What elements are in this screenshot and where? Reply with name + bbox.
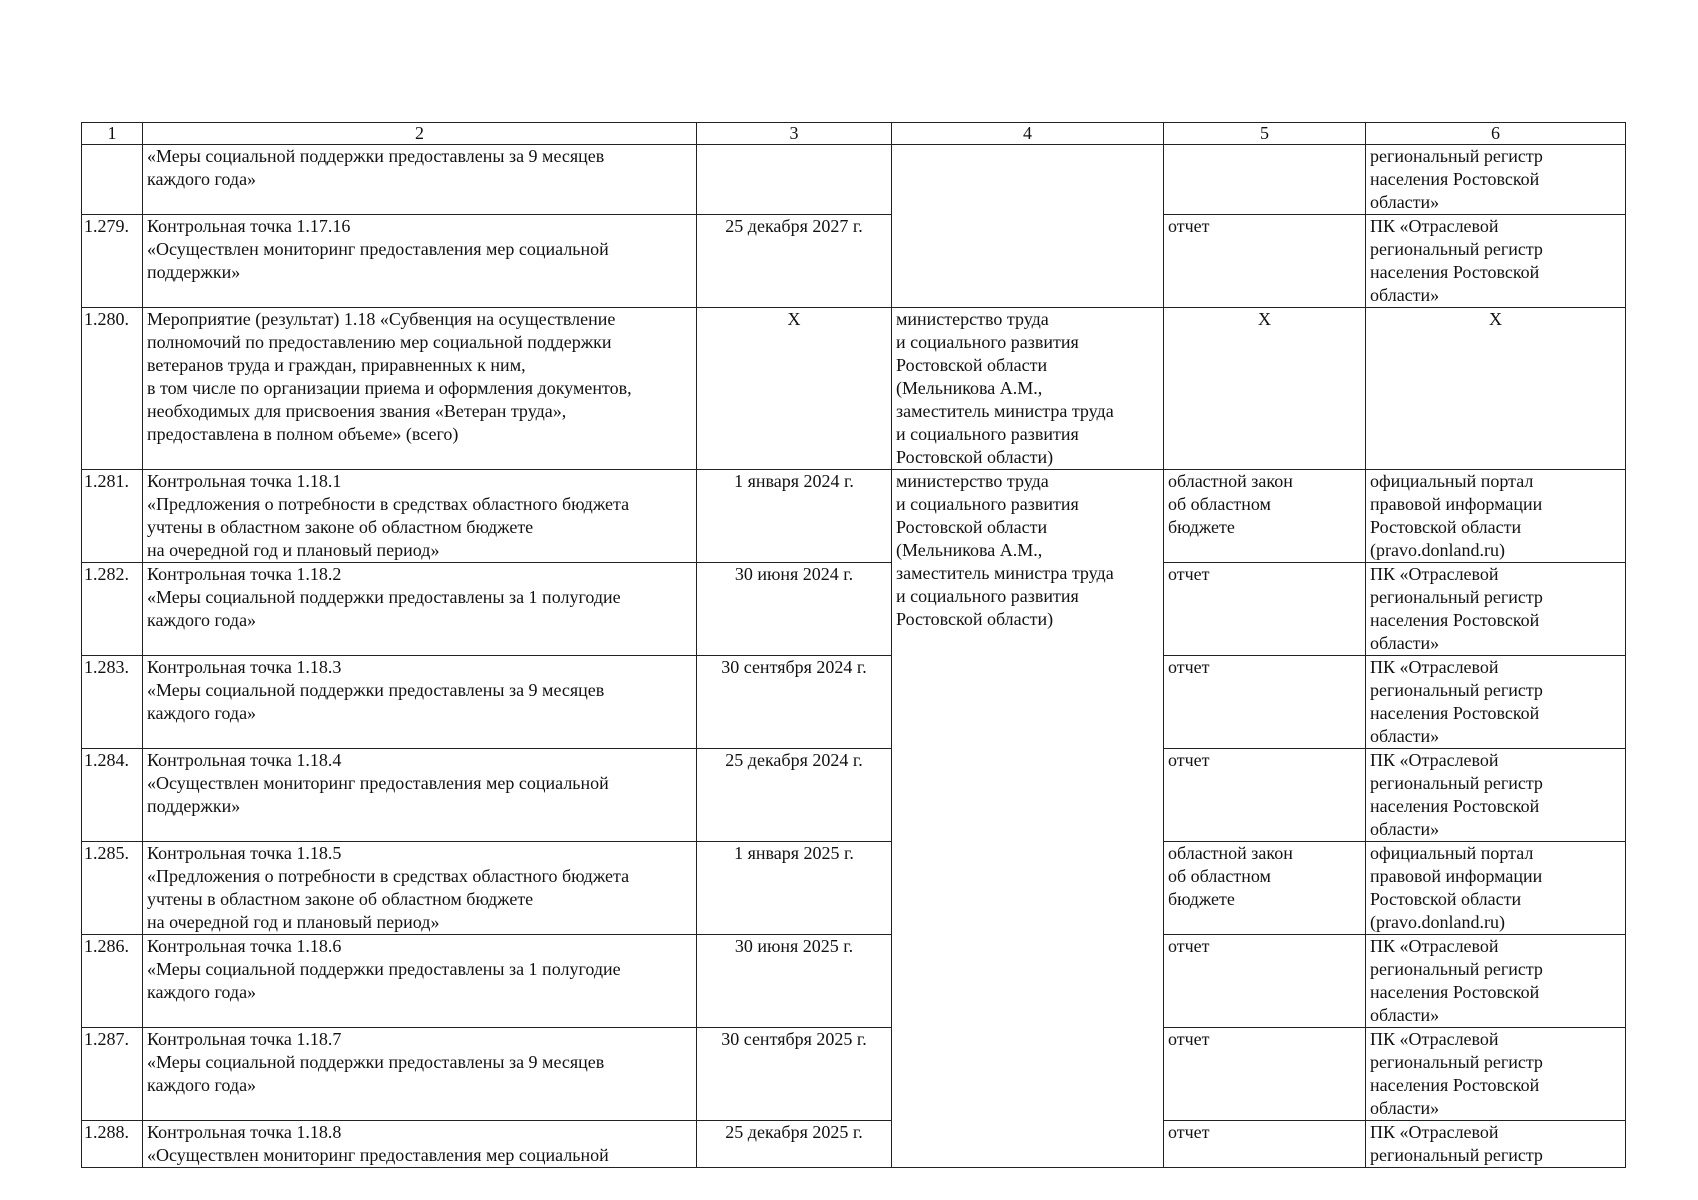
responsible-executor: министерство труда и социального развития Ростовской области (Мельникова А.М., заместитель министра труда и социального развития Ростовской области) — [892, 308, 1164, 470]
deadline: 25 декабря 2025 г. — [697, 1121, 892, 1168]
row-number: 1.279. — [82, 215, 143, 308]
table-row — [82, 1028, 1626, 1121]
responsible-executor: министерство труда и социального развития Ростовской области (Мельникова А.М., заместитель министра труда и социального развития Ростовской области) — [892, 470, 1164, 1168]
event-description: Контрольная точка 1.18.7 «Меры социальной поддержки предоставлены за 9 месяцев каждого года» — [143, 1028, 697, 1121]
event-description: Контрольная точка 1.18.2 «Меры социальной поддержки предоставлены за 1 полугодие каждого года» — [143, 563, 697, 656]
row-number: 1.282. — [82, 563, 143, 656]
information-system: региональный регистр населения Ростовской области» — [1366, 145, 1626, 215]
row-number: 1.286. — [82, 935, 143, 1028]
table-row — [82, 308, 1626, 470]
table-row — [82, 656, 1626, 749]
responsible-executor — [892, 145, 1164, 308]
deadline: 30 июня 2024 г. — [697, 563, 892, 656]
document-type: отчет — [1164, 563, 1366, 656]
deadline: 25 декабря 2024 г. — [697, 749, 892, 842]
row-number: 1.287. — [82, 1028, 143, 1121]
table-row — [82, 145, 1626, 215]
event-description: «Меры социальной поддержки предоставлены за 9 месяцев каждого года» — [143, 145, 697, 215]
row-number — [82, 145, 143, 215]
document-type: отчет — [1164, 935, 1366, 1028]
table-row — [82, 1121, 1626, 1168]
information-system: ПК «Отраслевой региональный регистр — [1366, 1121, 1626, 1168]
event-description: Контрольная точка 1.18.1 «Предложения о потребности в средствах областного бюджета учтены в областном законе об областном бюджете на очередной год и плановый период» — [143, 470, 697, 563]
deadline: 1 января 2025 г. — [697, 842, 892, 935]
information-system: ПК «Отраслевой региональный регистр населения Ростовской области» — [1366, 1028, 1626, 1121]
document-type: отчет — [1164, 656, 1366, 749]
document-type: областной закон об областном бюджете — [1164, 842, 1366, 935]
table-row — [82, 563, 1626, 656]
deadline: 25 декабря 2027 г. — [697, 215, 892, 308]
document-type — [1164, 145, 1366, 215]
column-number-row — [82, 123, 1626, 145]
information-system: ПК «Отраслевой региональный регистр населения Ростовской области» — [1366, 563, 1626, 656]
information-system: Х — [1366, 308, 1626, 470]
deadline: 30 сентября 2025 г. — [697, 1028, 892, 1121]
row-number: 1.288. — [82, 1121, 143, 1168]
column-number: 2 — [143, 123, 697, 145]
document-type: отчет — [1164, 1028, 1366, 1121]
event-description: Мероприятие (результат) 1.18 «Субвенция на осуществление полномочий по предоставлению мер социальной поддержки ветеранов труда и граждан, приравненных к ним, в том числе по организации приема и оформления документов, необходимых для присвоения звания «Ветеран труда», предоставлена в полном объеме» (всего) — [143, 308, 697, 470]
information-system: ПК «Отраслевой региональный регистр населения Ростовской области» — [1366, 215, 1626, 308]
document-type: областной закон об областном бюджете — [1164, 470, 1366, 563]
information-system: ПК «Отраслевой региональный регистр населения Ростовской области» — [1366, 656, 1626, 749]
column-number: 6 — [1366, 123, 1626, 145]
document-type: Х — [1164, 308, 1366, 470]
row-number: 1.281. — [82, 470, 143, 563]
event-description: Контрольная точка 1.18.3 «Меры социальной поддержки предоставлены за 9 месяцев каждого года» — [143, 656, 697, 749]
row-number: 1.280. — [82, 308, 143, 470]
information-system: ПК «Отраслевой региональный регистр населения Ростовской области» — [1366, 935, 1626, 1028]
event-description: Контрольная точка 1.18.8 «Осуществлен мониторинг предоставления мер социальной — [143, 1121, 697, 1168]
event-description: Контрольная точка 1.18.5 «Предложения о потребности в средствах областного бюджета учтены в областном законе об областном бюджете на очередной год и плановый период» — [143, 842, 697, 935]
deadline: Х — [697, 308, 892, 470]
deadline — [697, 145, 892, 215]
document-type: отчет — [1164, 749, 1366, 842]
document-type: отчет — [1164, 1121, 1366, 1168]
table-row — [82, 749, 1626, 842]
plan-table — [81, 122, 1626, 1168]
deadline: 30 сентября 2024 г. — [697, 656, 892, 749]
information-system: официальный портал правовой информации Ростовской области (pravo.donland.ru) — [1366, 842, 1626, 935]
deadline: 30 июня 2025 г. — [697, 935, 892, 1028]
row-number: 1.285. — [82, 842, 143, 935]
document-type: отчет — [1164, 215, 1366, 308]
row-number: 1.283. — [82, 656, 143, 749]
table-row — [82, 470, 1626, 563]
table-row — [82, 215, 1626, 308]
event-description: Контрольная точка 1.18.4 «Осуществлен мониторинг предоставления мер социальной поддержки» — [143, 749, 697, 842]
column-number: 1 — [82, 123, 143, 145]
deadline: 1 января 2024 г. — [697, 470, 892, 563]
information-system: ПК «Отраслевой региональный регистр населения Ростовской области» — [1366, 749, 1626, 842]
row-number: 1.284. — [82, 749, 143, 842]
table-row — [82, 935, 1626, 1028]
event-description: Контрольная точка 1.18.6 «Меры социальной поддержки предоставлены за 1 полугодие каждого года» — [143, 935, 697, 1028]
information-system: официальный портал правовой информации Ростовской области (pravo.donland.ru) — [1366, 470, 1626, 563]
column-number: 5 — [1164, 123, 1366, 145]
event-description: Контрольная точка 1.17.16 «Осуществлен мониторинг предоставления мер социальной поддержки» — [143, 215, 697, 308]
column-number: 4 — [892, 123, 1164, 145]
table-row — [82, 842, 1626, 935]
column-number: 3 — [697, 123, 892, 145]
